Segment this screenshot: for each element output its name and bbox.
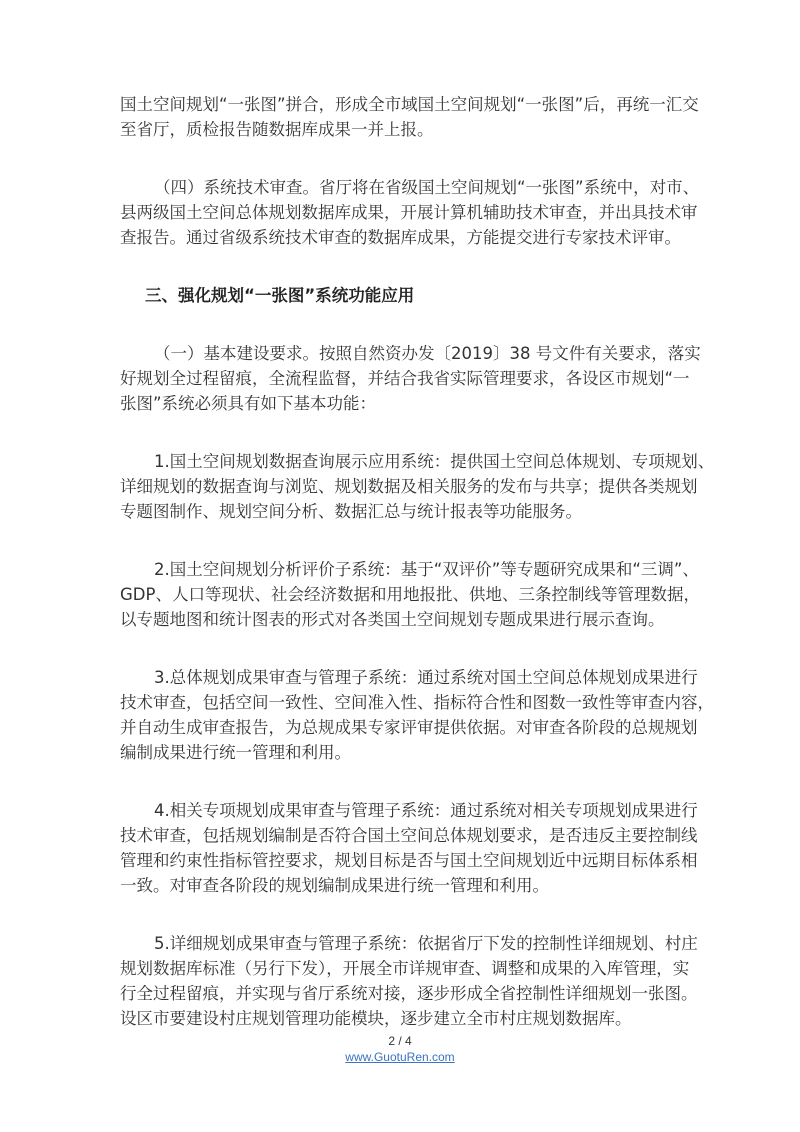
paragraph-line: 5.详细规划成果审查与管理子系统：依据省厅下发的控制性详细规划、村庄: [154, 934, 698, 953]
paragraph: [120, 557, 700, 632]
paragraph-line: GDP、人口等现状、社会经济数据和用地报批、供地、三条控制线等管理数据，: [120, 585, 700, 604]
paragraph-line: 一致。对审查各阶段的规划编制成果进行统一管理和利用。: [120, 876, 549, 895]
paragraph-line: 管理和约束性指标管控要求，规划目标是否与国土空间规划近中远期目标体系相: [120, 851, 698, 870]
paragraph: [120, 931, 698, 1031]
paragraphs-after: [120, 341, 715, 1031]
paragraph-line: 行全过程留痕，并实现与省厅系统对接，逐步形成全省控制性详细规划一张图。: [120, 984, 698, 1003]
paragraph-line: 技术审查，包括空间一致性、空间准入性、指标符合性和图数一致性等审查内容，: [120, 693, 714, 712]
paragraph-line: 4.相关专项规划成果审查与管理子系统：通过系统对相关专项规划成果进行: [154, 801, 698, 820]
paragraph-line: 好规划全过程留痕，全流程监督，并结合我省实际管理要求，各设区市规划“一: [120, 369, 690, 388]
paragraph-line: 编制成果进行统一管理和利用。: [120, 743, 351, 762]
paragraph-line: 3.总体规划成果审查与管理子系统：通过系统对国土空间总体规划成果进行: [154, 668, 698, 687]
paragraph-line: 技术审查，包括规划编制是否符合国土空间总体规划要求，是否违反主要控制线: [120, 826, 698, 845]
paragraph-line: 1.国土空间规划数据查询展示应用系统：提供国土空间总体规划、专项规划、: [154, 452, 715, 471]
paragraph-line: 张图”系统必须具有如下基本功能：: [120, 394, 377, 413]
page-number: 2 / 4: [388, 1034, 412, 1048]
paragraph: [120, 798, 698, 898]
paragraph-line: 设区市要建设村庄规划管理功能模块，逐步建立全市村庄规划数据库。: [120, 1009, 632, 1028]
paragraph-line: 专题图制作、规划空间分析、数据汇总与统计报表等功能服务。: [120, 502, 582, 521]
paragraph: [120, 175, 700, 250]
paragraph: [120, 341, 701, 416]
paragraph-line: 并自动生成审查报告，为总规成果专家评审提供依据。对审查各阶段的总规规划: [120, 718, 698, 737]
paragraph-line: 国土空间规划“一张图”拼合，形成全市域国土空间规划“一张图”后，再统一汇交: [120, 95, 699, 114]
paragraph: [120, 449, 715, 524]
paragraph-line: （四）系统技术审查。省厅将在省级国土空间规划“一张图”系统中，对市、: [154, 178, 700, 197]
paragraph-line: 2.国土空间规划分析评价子系统：基于“双评价”等专题研究成果和“三调”、: [154, 560, 699, 579]
document-body: [120, 92, 715, 1064]
paragraphs-before: [120, 92, 700, 250]
paragraph-line: 详细规划的数据查询与浏览、规划数据及相关服务的发布与共享；提供各类规划: [120, 477, 698, 496]
paragraph-line: 至省厅，质检报告随数据库成果一并上报。: [120, 120, 434, 139]
paragraph-line: 以专题地图和统计图表的形式对各类国土空间规划专题成果进行展示查询。: [120, 610, 665, 629]
paragraph-line: （一）基本建设要求。按照自然资办发〔2019〕38 号文件有关要求，落实: [154, 344, 701, 363]
section-heading: 三、强化规划“一张图”系统功能应用: [145, 286, 415, 305]
paragraph-line: 规划数据库标准（另行下发），开展全市详规审查、调整和成果的入库管理，实: [120, 959, 690, 978]
site-link[interactable]: www.GuotuRen.com: [345, 1050, 455, 1064]
paragraph: [120, 92, 699, 142]
paragraph-line: 查报告。通过省级系统技术审查的数据库成果，方能提交进行专家技术评审。: [120, 228, 681, 247]
paragraph-line: 县两级国土空间总体规划数据库成果，开展计算机辅助技术审查，并出具技术审: [120, 203, 698, 222]
paragraph: [120, 665, 714, 765]
